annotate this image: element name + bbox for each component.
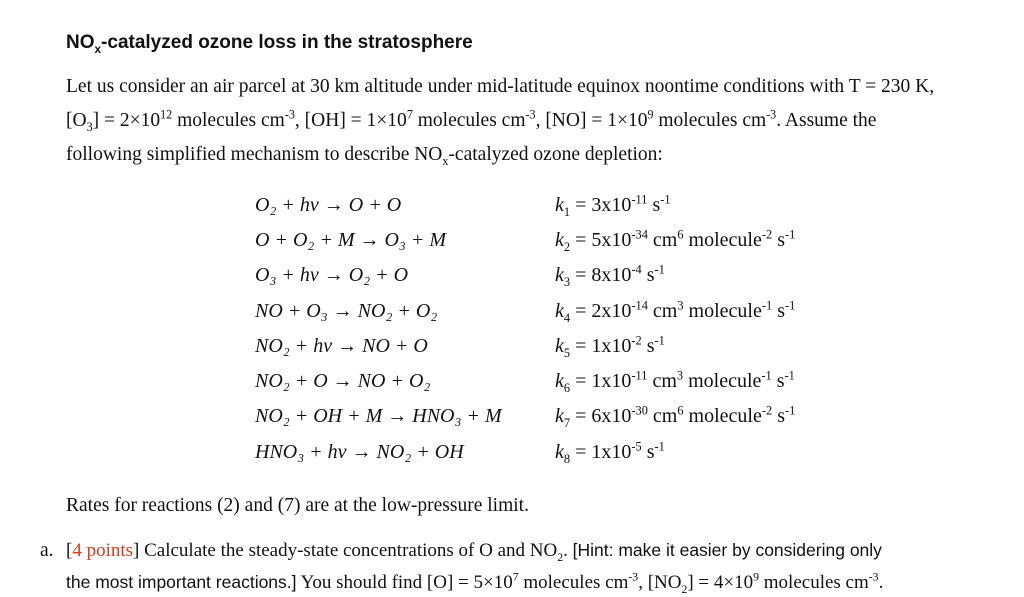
reaction-7: NO₂ + OH + M → HNO₃ + M	[255, 405, 502, 427]
hint-text-cont: the most important reactions.]	[66, 572, 297, 592]
points-value: 4 points	[72, 540, 134, 561]
rate-constant-4: $k_4 = 2x10^{-14}$ $cm^3$ molecule$^{-1}$ $s^{-1}$	[555, 298, 796, 325]
reaction-8: HNO₃ + hν → NO₂ + OH	[255, 441, 464, 463]
rate-constant-5: $k_5 = 1x10^{-2}$ $s^{-1}$	[555, 333, 665, 360]
reaction-2: O + O₂ + M → O₃ + M	[255, 229, 447, 251]
reaction-3: O₃ + hν → O₂ + O	[255, 264, 409, 286]
question-a-line-2: the most important reactions.] You should find $[O] = 5\times 10^7$ molecules $cm^{-3}$, $[NO_2] = 4\times 10^9$ molecules $cm^{-3}$.	[66, 570, 884, 596]
question-label: a.	[40, 540, 54, 561]
intro-line-3: following simplified mechanism to describe $NO_x$-catalyzed ozone depletion:	[66, 144, 663, 168]
reaction-6: NO₂ + O → NO + O₂	[255, 370, 431, 392]
hint-text: [Hint: make it easier by considering only	[572, 540, 882, 560]
reaction-5: NO₂ + hν → NO + O	[255, 335, 428, 357]
rate-constant-8: $k_8 = 1x10^{-5}$ $s^{-1}$	[555, 439, 665, 466]
rate-constant-6: $k_6 = 1x10^{-11}$ $cm^3$ molecule$^{-1}$ $s^{-1}$	[555, 368, 795, 395]
reaction-4: NO + O₃ → NO₂ + O₂	[255, 300, 438, 322]
rate-constant-2: $k_2 = 5x10^{-34}$ $cm^6$ molecule$^{-2}$ $s^{-1}$	[555, 227, 796, 254]
reaction-1: O₂ + hν → O + O	[255, 194, 402, 216]
intro-line-1: Let us consider an air parcel at 30 km altitude under mid-latitude equinox noontime conditions with T = 230 K,	[66, 76, 935, 97]
rate-constant-1: $k_1 = 3x10^{-11}$ $s^{-1}$	[555, 192, 671, 219]
page-title: $NO_x$-catalyzed ozone loss in the stratosphere	[66, 32, 473, 56]
rate-constant-3: $k_3 = 8x10^{-4}$ $s^{-1}$	[555, 262, 665, 289]
rate-constant-7: $k_7 = 6x10^{-30}$ $cm^6$ molecule$^{-2}$ $s^{-1}$	[555, 403, 796, 430]
low-pressure-note: Rates for reactions (2) and (7) are at the low-pressure limit.	[66, 495, 529, 516]
question-a-line-1: [4 points] Calculate the steady-state concentrations of O and $NO_2$. [Hint: make it easier by considering only	[66, 540, 882, 564]
intro-line-2: $[O_3] = 2\times 10^{12}$ molecules $cm^{-3}$, $[OH] = 1\times 10^7$ molecules $cm^{-3}$, $[NO] = 1\times 10^9$ molecules $cm^{-3}$. Assume the	[66, 107, 877, 134]
